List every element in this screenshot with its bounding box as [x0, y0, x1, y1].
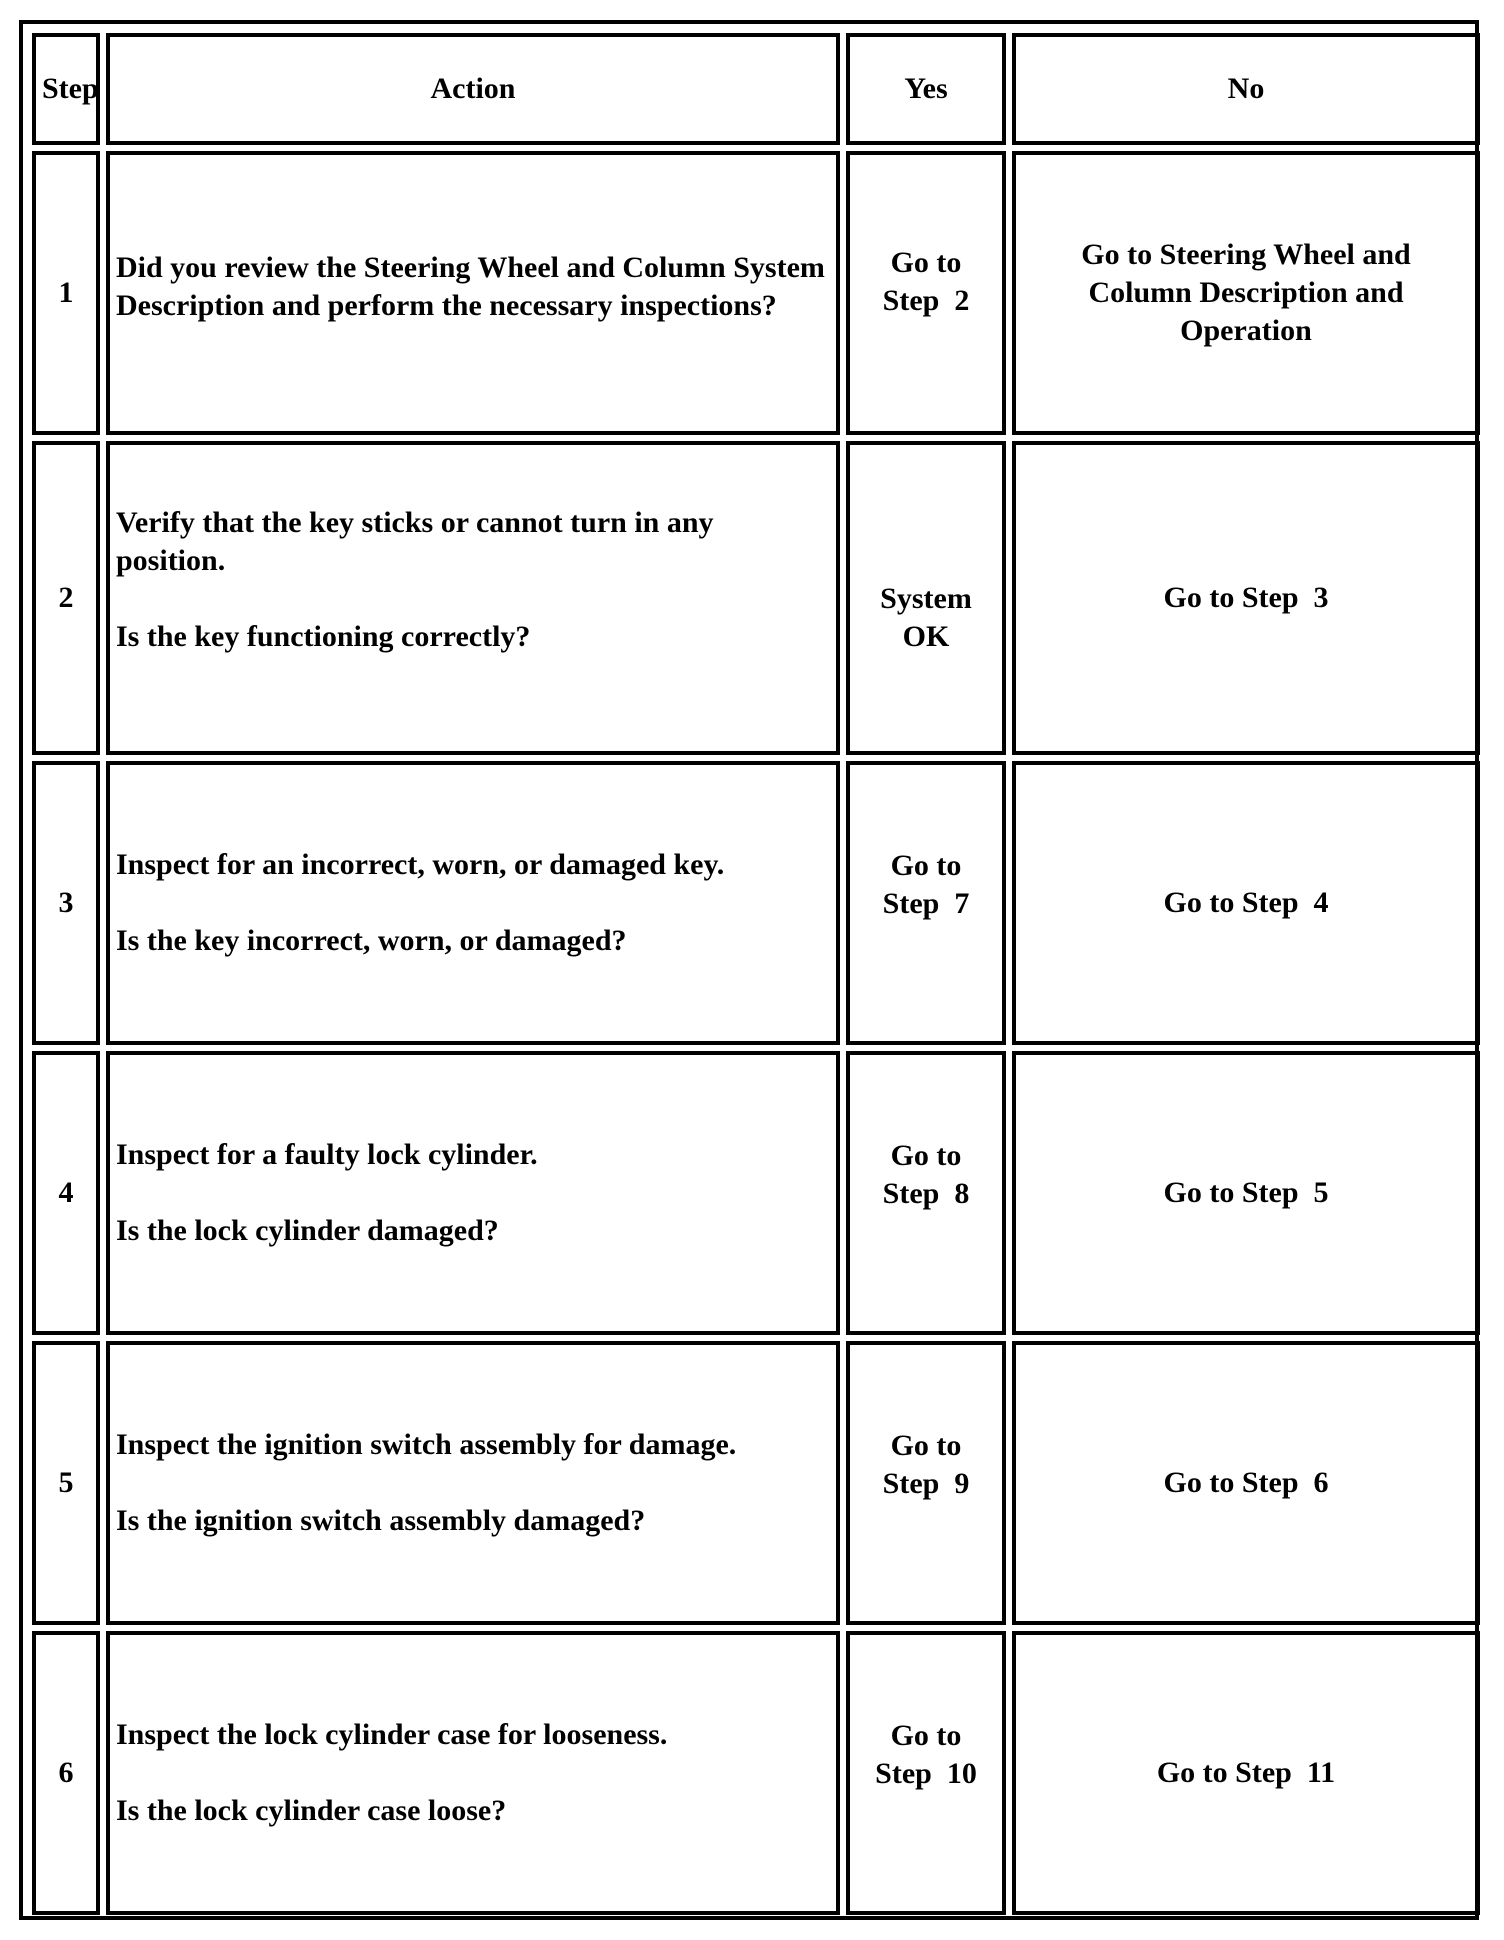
action-cell: [106, 1051, 840, 1335]
yes-cell: [846, 1051, 1006, 1335]
no-cell: [1012, 1631, 1480, 1915]
yes-line: Go to: [890, 246, 962, 279]
table-row: [32, 151, 1480, 435]
no-cell: [1012, 1051, 1480, 1335]
yes-cell: [846, 1341, 1006, 1625]
no-line: Column Description and: [1088, 276, 1404, 309]
header-yes: Yes: [846, 33, 1006, 145]
no-line: Go to Step 11: [1156, 1756, 1336, 1789]
table-row: [32, 1051, 1480, 1335]
action-text: Is the key functioning correctly?: [116, 620, 531, 653]
header-action: Action: [106, 33, 840, 145]
diagnostic-table: [26, 27, 1486, 1921]
yes-line: Step 2: [882, 284, 970, 317]
table-row: [32, 761, 1480, 1045]
yes-line: Go to: [890, 849, 962, 882]
table-row: [32, 441, 1480, 755]
no-line: Go to Steering Wheel and: [1081, 238, 1411, 271]
action-cell: [106, 151, 840, 435]
step-number: 2: [32, 441, 100, 755]
yes-line: System: [880, 582, 972, 615]
step-number: 3: [32, 761, 100, 1045]
no-cell: [1012, 441, 1480, 755]
action-text: Is the lock cylinder damaged?: [116, 1214, 499, 1247]
yes-line: Step 7: [882, 887, 970, 920]
action-text: Verify that the key sticks or cannot turn in any position.: [116, 506, 714, 577]
action-cell: [106, 1631, 840, 1915]
yes-cell: [846, 151, 1006, 435]
no-line: Go to Step 6: [1163, 1466, 1329, 1499]
header-step: Step: [32, 33, 100, 145]
action-text: Is the ignition switch assembly damaged?: [116, 1504, 646, 1537]
yes-cell: [846, 441, 1006, 755]
no-cell: [1012, 151, 1480, 435]
header-no: No: [1012, 33, 1480, 145]
action-text: Is the lock cylinder case loose?: [116, 1794, 507, 1827]
no-line: Operation: [1180, 314, 1312, 347]
yes-cell: [846, 761, 1006, 1045]
step-number: 4: [32, 1051, 100, 1335]
action-text: Inspect for an incorrect, worn, or damaged key.: [116, 848, 725, 881]
action-text: Inspect for a faulty lock cylinder.: [116, 1138, 538, 1171]
action-cell: [106, 441, 840, 755]
action-text: Did you review the Steering Wheel and Column System Description and perform the necessary inspections?: [116, 251, 825, 322]
no-line: Go to Step 4: [1163, 886, 1329, 919]
table-row: [32, 1341, 1480, 1625]
action-text: Is the key incorrect, worn, or damaged?: [116, 924, 627, 957]
no-line: Go to Step 5: [1163, 1176, 1329, 1209]
no-cell: [1012, 761, 1480, 1045]
action-text: Inspect the ignition switch assembly for damage.: [116, 1428, 737, 1461]
action-text: Inspect the lock cylinder case for looseness.: [116, 1718, 668, 1751]
action-cell: [106, 1341, 840, 1625]
step-number: 6: [32, 1631, 100, 1915]
yes-line: Step 10: [875, 1757, 977, 1790]
no-cell: [1012, 1341, 1480, 1625]
yes-line: Step 9: [882, 1467, 970, 1500]
table-row: [32, 1631, 1480, 1915]
yes-cell: [846, 1631, 1006, 1915]
step-number: 5: [32, 1341, 100, 1625]
yes-line: Go to: [890, 1139, 962, 1172]
yes-line: Go to: [890, 1429, 962, 1462]
action-cell: [106, 761, 840, 1045]
yes-line: Go to: [890, 1719, 962, 1752]
no-line: Go to Step 3: [1163, 581, 1329, 614]
yes-line: OK: [902, 620, 950, 653]
diagnostic-table-frame: [19, 20, 1479, 1920]
header-row: [32, 33, 1480, 145]
yes-line: Step 8: [882, 1177, 970, 1210]
step-number: 1: [32, 151, 100, 435]
